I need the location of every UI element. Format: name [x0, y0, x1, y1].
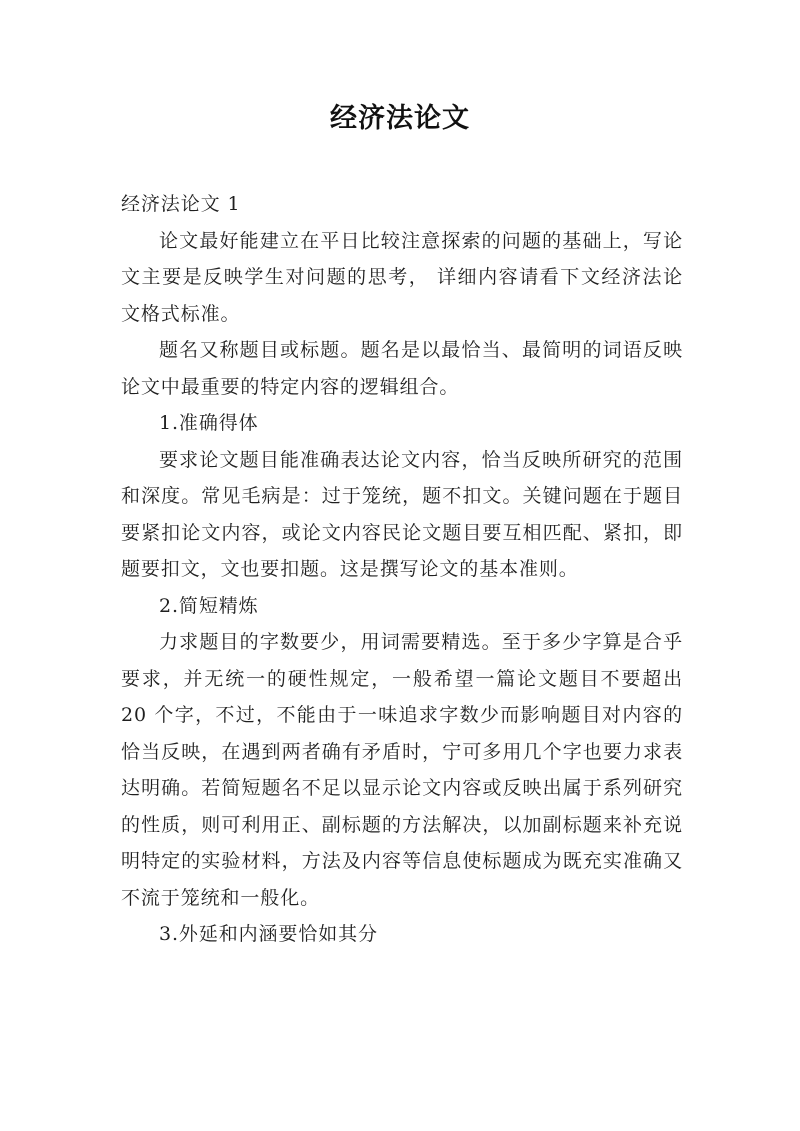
document-title: 经济法论文	[330, 103, 470, 134]
section-heading: 经济法论文 1	[121, 193, 241, 215]
paragraph-title-definition: 题名又称题目或标题。题名是以最恰当、最简明的词语反映论文中最重要的特定内容的逻辑组合。	[121, 339, 683, 398]
paragraph-intro: 论文最好能建立在平日比较注意探索的问题的基础上，写论文主要是反映学生对问题的思考， 详细内容请看下文经济法论文格式标准。	[121, 229, 683, 325]
subsection-title-2: 2.简短精炼	[159, 594, 259, 617]
document-body	[121, 186, 683, 953]
subsection-title-3: 3.外延和内涵要恰如其分	[159, 923, 378, 945]
paragraph-subsection-2: 力求题目的字数要少，用词需要精选。至于多少字算是合乎要求，并无统一的硬性规定，一般希望一篇论文题目不要超出 20 个字，不过，不能由于一味追求字数少而影响题目对内容的恰当反映，在遇到两者确有矛盾时，宁可多用几个字也要力求表达明确。若简短题名不足以显示论文内容或反映出属于系列研究的性质，则可利用正、副标题的方法解决，以加副标题来补充说明特定的实验材料，方法及内容等信息使标题成为既充实准确又不流于笼统和一般化。	[121, 631, 683, 909]
subsection-title-1: 1.准确得体	[159, 412, 259, 434]
paragraph-subsection-1: 要求论文题目能准确表达论文内容，恰当反映所研究的范围和深度。常见毛病是：过于笼统，题不扣文。关键问题在于题目要紧扣论文内容，或论文内容民论文题目要互相匹配、紧扣，即题要扣文，文也要扣题。这是撰写论文的基本准则。	[121, 448, 683, 580]
